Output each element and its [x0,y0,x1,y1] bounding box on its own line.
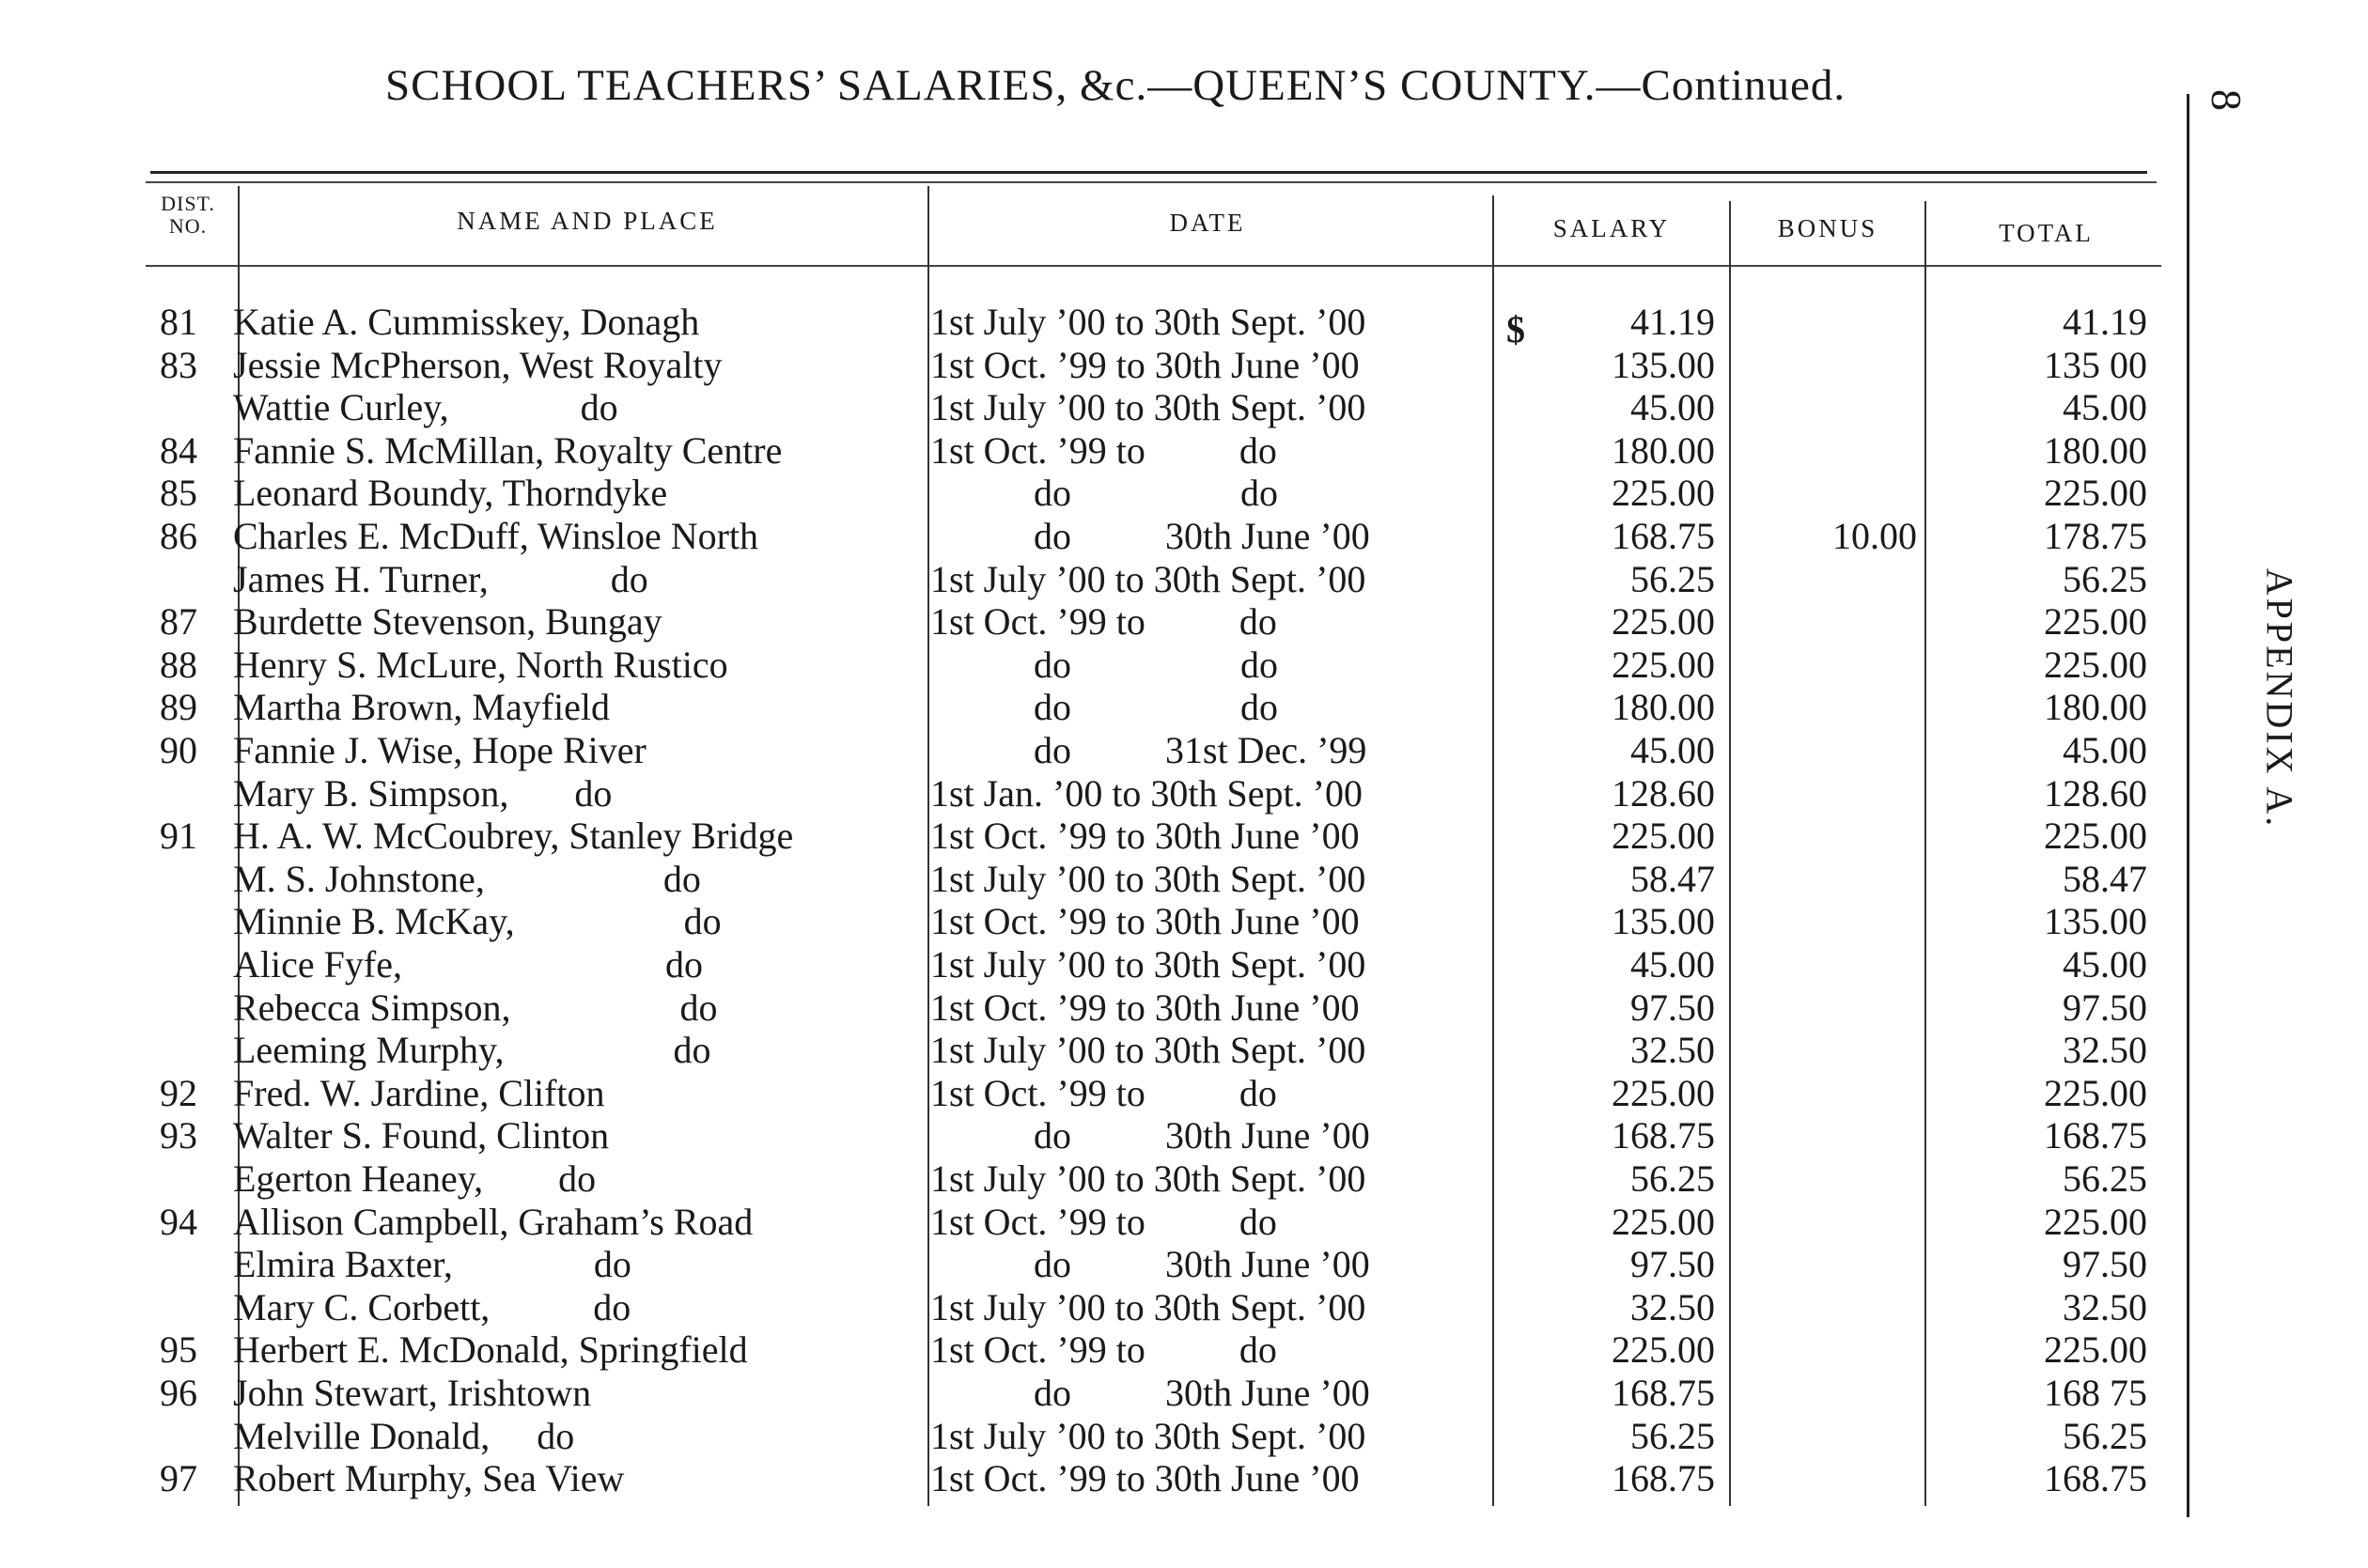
salary-cell: 180.00 [1612,686,1715,729]
total-cell: 225.00 [2044,643,2147,686]
table-row [0,1201,2161,1244]
salary-cell: 135.00 [1612,343,1715,386]
salary-cell: 56.25 [1630,557,1715,600]
total-cell: 135.00 [2044,900,2147,943]
dist-no-cell: 97 [160,1457,197,1500]
date-cell: 1st July ’00 to 30th Sept. ’00 [930,386,1366,429]
name-place-cell: Martha Brown, Mayfield [233,686,611,729]
total-cell: 225.00 [2044,1071,2147,1114]
total-cell: 45.00 [2063,386,2147,429]
total-cell: 168.75 [2044,1457,2147,1500]
salary-cell: 180.00 [1612,428,1715,472]
name-place-cell: Robert Murphy, Sea View [233,1457,625,1500]
bonus-cell: 10.00 [1832,515,1917,557]
table-row [0,858,2161,901]
table-row [0,815,2161,858]
page-number: 8 [2203,89,2251,111]
salary-cell: 225.00 [1612,1071,1715,1114]
date-cell: 1st Oct. ’99 to do [930,1071,1277,1114]
dist-no-cell: 83 [160,343,197,386]
total-cell: 32.50 [2063,1029,2147,1072]
salary-cell: 56.25 [1630,1414,1715,1457]
total-cell: 168.75 [2044,1114,2147,1157]
name-place-cell: Alice Fyfe, do [233,943,703,986]
date-cell: 1st Oct. ’99 to 30th June ’00 [930,815,1360,858]
date-cell: do 30th June ’00 [930,1372,1370,1414]
header-salary: SALARY [1552,214,1671,242]
table-row [0,729,2161,772]
header-dist-no: DIST. NO. [161,192,215,238]
dist-no-cell: 90 [160,729,197,771]
salary-cell: 97.50 [1630,1243,1715,1286]
salary-cell: 135.00 [1612,900,1715,943]
salary-cell: 168.75 [1612,1114,1715,1157]
table-row [0,943,2161,986]
table-row [0,472,2161,515]
header-name-place: NAME AND PLACE [457,207,718,235]
table-row [0,1328,2161,1372]
date-cell: 1st Oct. ’99 to do [930,428,1277,472]
total-cell: 45.00 [2063,943,2147,986]
table-row [0,644,2161,687]
date-cell: 1st July ’00 to 30th Sept. ’00 [930,857,1366,900]
salary-cell: 58.47 [1630,857,1715,900]
salary-cell: 32.50 [1630,1285,1715,1328]
name-place-cell: Jessie McPherson, West Royalty [233,343,723,386]
name-place-cell: Herbert E. McDonald, Springfield [233,1328,748,1372]
dist-no-cell: 94 [160,1200,197,1243]
table-row [0,386,2161,429]
table-row [0,515,2161,558]
total-cell: 32.50 [2063,1285,2147,1328]
total-cell: 225.00 [2044,1328,2147,1372]
name-place-cell: Henry S. McLure, North Rustico [233,643,728,686]
header-total: TOTAL [1999,219,2094,247]
dist-no-cell: 91 [160,815,197,858]
name-place-cell: Walter S. Found, Clinton [233,1114,610,1157]
name-place-cell: Wattie Curley, do [233,386,618,429]
header-bottom-rule [146,265,2161,267]
total-cell: 180.00 [2044,686,2147,729]
total-cell: 128.60 [2044,771,2147,815]
total-cell: 135 00 [2044,343,2147,386]
dist-no-cell: 92 [160,1071,197,1114]
total-cell: 45.00 [2063,729,2147,771]
salary-cell: 97.50 [1630,986,1715,1029]
dist-no-cell: 96 [160,1372,197,1414]
date-cell: do do [930,472,1278,515]
date-cell: 1st July ’00 to 30th Sept. ’00 [930,943,1366,986]
name-place-cell: Allison Campbell, Graham’s Road [233,1200,754,1243]
table-row [0,344,2161,387]
date-cell: 1st Jan. ’00 to 30th Sept. ’00 [930,771,1363,815]
name-place-cell: Elmira Baxter, do [233,1243,631,1286]
salary-cell: 45.00 [1630,386,1715,429]
name-place-cell: James H. Turner, do [233,557,648,600]
salary-cell: 225.00 [1612,472,1715,515]
total-cell: 178.75 [2044,515,2147,557]
salary-cell: 56.25 [1630,1157,1715,1200]
appendix-rule [2187,94,2189,1517]
table-row [0,1072,2161,1115]
dist-no-cell: 85 [160,472,197,515]
name-place-cell: Katie A. Cummisskey, Donagh [233,301,700,343]
total-cell: 97.50 [2063,1243,2147,1286]
total-cell: 180.00 [2044,428,2147,472]
salary-cell: 45.00 [1630,729,1715,771]
dist-no-cell: 95 [160,1328,197,1372]
salary-cell: 32.50 [1630,1029,1715,1072]
salary-cell: 41.19 [1630,301,1715,343]
total-cell: 168 75 [2044,1372,2147,1414]
header-date: DATE [1169,209,1246,237]
name-place-cell: Charles E. McDuff, Winsloe North [233,515,759,557]
date-cell: 1st Oct. ’99 to 30th June ’00 [930,1457,1360,1500]
dist-no-cell: 93 [160,1114,197,1157]
date-cell: 1st July ’00 to 30th Sept. ’00 [930,1285,1366,1328]
header-rule [146,181,2157,183]
date-cell: 1st July ’00 to 30th Sept. ’00 [930,1157,1366,1200]
total-cell: 97.50 [2063,986,2147,1029]
salary-cell: 225.00 [1612,600,1715,644]
salary-cell: 168.75 [1612,1457,1715,1500]
name-place-cell: Mary B. Simpson, do [233,771,613,815]
appendix-label: APPENDIX A. [2258,567,2301,830]
table-row [0,558,2161,601]
total-cell: 56.25 [2063,1157,2147,1200]
name-place-cell: M. S. Johnstone, do [233,857,701,900]
top-rule [150,171,2147,174]
dist-no-cell: 84 [160,428,197,472]
currency-symbol: $ [1506,308,1525,350]
total-cell: 56.25 [2063,557,2147,600]
date-cell: 1st July ’00 to 30th Sept. ’00 [930,1029,1366,1072]
total-cell: 225.00 [2044,1200,2147,1243]
table-row [0,301,2161,344]
name-place-cell: Fannie S. McMillan, Royalty Centre [233,428,783,472]
total-cell: 225.00 [2044,815,2147,858]
date-cell: do 31st Dec. ’99 [930,729,1367,771]
date-cell: 1st July ’00 to 30th Sept. ’00 [930,301,1366,343]
date-cell: do 30th June ’00 [930,1243,1370,1286]
table-row [0,1243,2161,1286]
table-row [0,1157,2161,1201]
date-cell: do 30th June ’00 [930,515,1370,557]
name-place-cell: H. A. W. McCoubrey, Stanley Bridge [233,815,794,858]
name-place-cell: Mary C. Corbett, do [233,1285,631,1328]
date-cell: 1st Oct. ’99 to do [930,1200,1277,1243]
table-row [0,686,2161,729]
dist-no-cell: 89 [160,686,197,729]
date-cell: do do [930,643,1278,686]
date-cell: do 30th June ’00 [930,1114,1370,1157]
date-cell: 1st Oct. ’99 to do [930,600,1277,644]
name-place-cell: Fannie J. Wise, Hope River [233,729,647,771]
table-row [0,986,2161,1030]
name-place-cell: Minnie B. McKay, do [233,900,722,943]
date-cell: 1st Oct. ’99 to 30th June ’00 [930,343,1360,386]
salary-cell: 225.00 [1612,1200,1715,1243]
dist-no-cell: 87 [160,600,197,644]
table-row [0,1114,2161,1157]
name-place-cell: Egerton Heaney, do [233,1157,597,1200]
table-row [0,1457,2161,1500]
salary-cell: 225.00 [1612,643,1715,686]
table-row [0,772,2161,815]
table-row [0,1372,2161,1415]
table-row [0,429,2161,473]
page-title: SCHOOL TEACHERS’ SALARIES, &c.—QUEEN’S COUNTY.—Continued. [385,61,1846,110]
table-row [0,600,2161,644]
salary-cell: 168.75 [1612,1372,1715,1414]
table-row [0,900,2161,943]
total-cell: 225.00 [2044,600,2147,644]
date-cell: do do [930,686,1278,729]
total-cell: 225.00 [2044,472,2147,515]
dist-no-cell: 86 [160,515,197,557]
salary-cell: 45.00 [1630,943,1715,986]
name-place-cell: Fred. W. Jardine, Clifton [233,1071,605,1114]
date-cell: 1st Oct. ’99 to do [930,1328,1277,1372]
header-bonus: BONUS [1777,214,1878,242]
total-cell: 58.47 [2063,857,2147,900]
table-row [0,1286,2161,1329]
date-cell: 1st July ’00 to 30th Sept. ’00 [930,1414,1366,1457]
salary-cell: 128.60 [1612,771,1715,815]
name-place-cell: John Stewart, Irishtown [233,1372,592,1414]
salary-cell: 225.00 [1612,1328,1715,1372]
date-cell: 1st July ’00 to 30th Sept. ’00 [930,557,1366,600]
salary-cell: 168.75 [1612,515,1715,557]
total-cell: 56.25 [2063,1414,2147,1457]
name-place-cell: Melville Donald, do [233,1414,575,1457]
dist-no-cell: 81 [160,301,197,343]
date-cell: 1st Oct. ’99 to 30th June ’00 [930,900,1360,943]
salary-cell: 225.00 [1612,815,1715,858]
table-row [0,1415,2161,1458]
name-place-cell: Rebecca Simpson, do [233,986,718,1029]
name-place-cell: Leeming Murphy, do [233,1029,711,1072]
name-place-cell: Burdette Stevenson, Bungay [233,600,662,644]
date-cell: 1st Oct. ’99 to 30th June ’00 [930,986,1360,1029]
table-row [0,1029,2161,1072]
total-cell: 41.19 [2063,301,2147,343]
dist-no-cell: 88 [160,643,197,686]
name-place-cell: Leonard Boundy, Thorndyke [233,472,668,515]
